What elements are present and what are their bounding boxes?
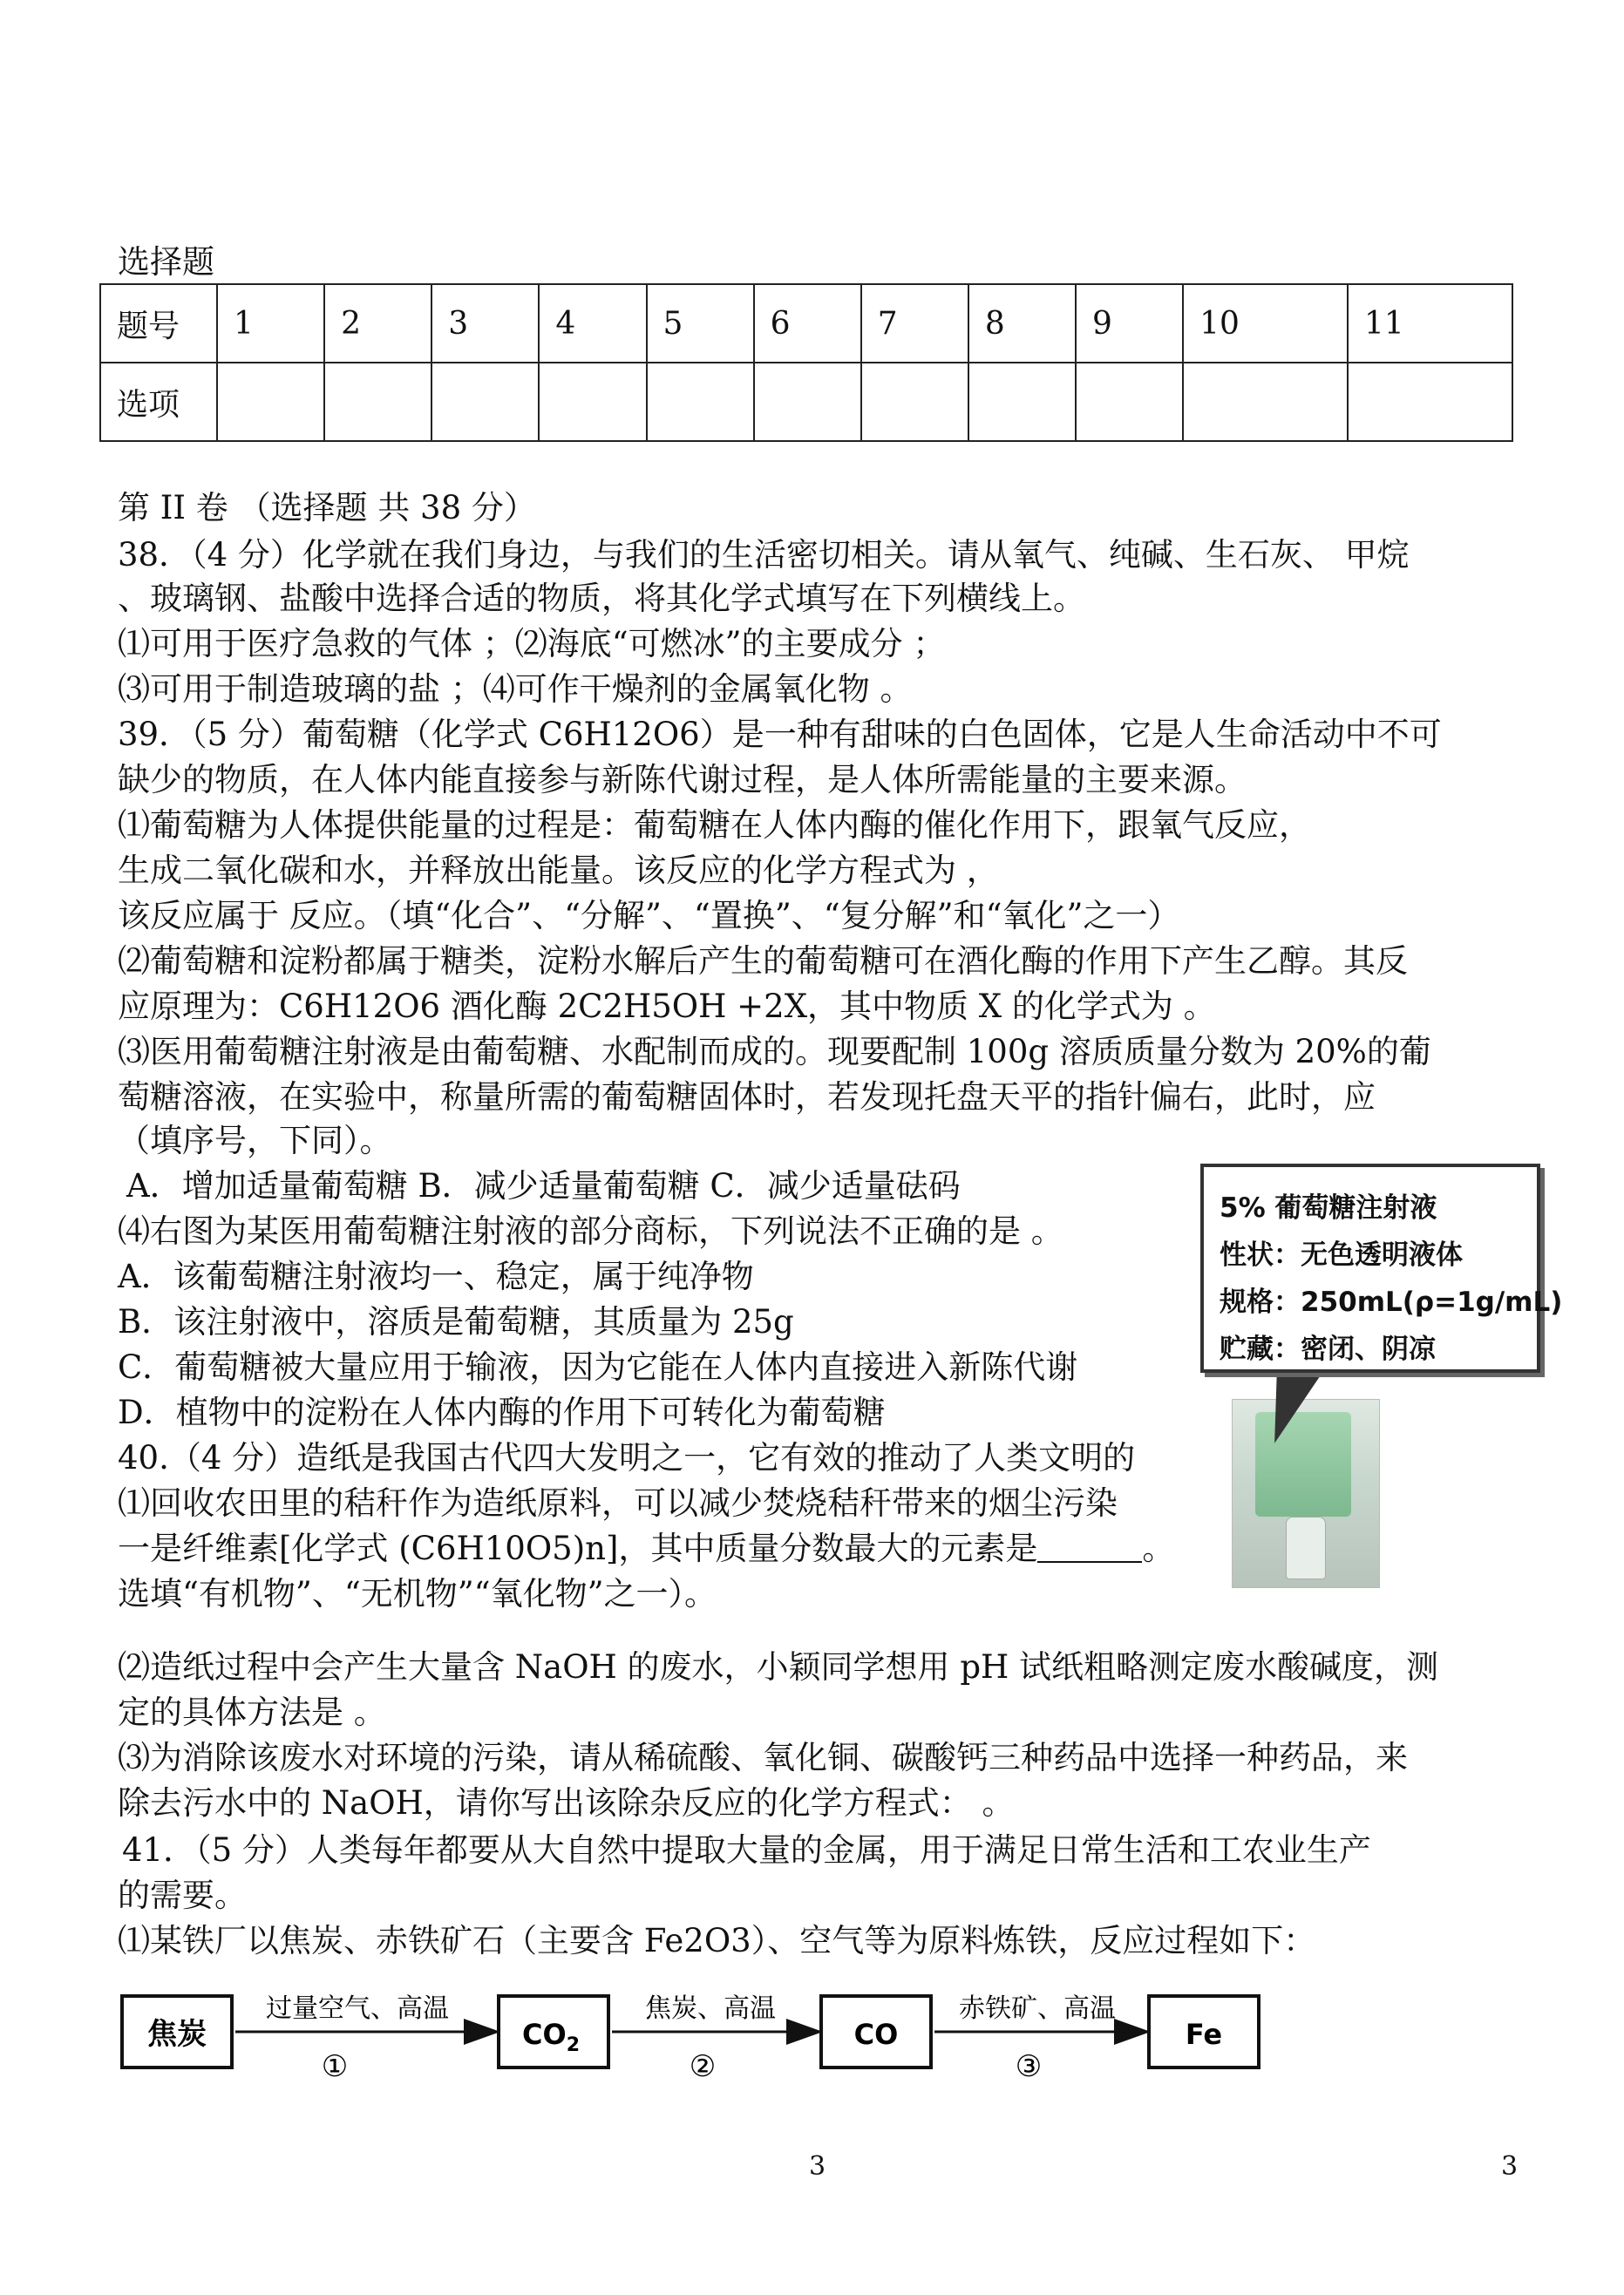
q40-line: ⑴回收农田里的秸秆作为造纸原料，可以减少焚烧秸秆带来的烟尘污染: [118, 1484, 1118, 1522]
q39-line: （填序号，下同）。: [118, 1122, 392, 1159]
q39-line: ⑴葡萄糖为人体提供能量的过程是：葡萄糖在人体内酶的催化作用下，跟氧气反应，: [118, 806, 1311, 844]
flow-box-co-text: CO: [853, 2018, 899, 2051]
q38-line: ⑶可用于制造玻璃的盐 ；⑷可作干燥剂的金属氧化物 。: [118, 670, 913, 708]
label-line: 5% 葡萄糖注射液: [1220, 1192, 1437, 1224]
q41-line: ⑴某铁厂以焦炭、赤铁矿石（主要含 Fe2O3）、空气等为原料炼铁，反应过程如下：: [118, 1922, 1316, 1959]
flow-arrow-2: [612, 1993, 818, 2084]
q39-option-d: D．植物中的淀粉在人体内酶的作用下可转化为葡萄糖: [118, 1394, 886, 1431]
flow-box-coke: [122, 1996, 232, 2068]
answer-cell[interactable]: [861, 363, 968, 441]
answer-blank[interactable]: [1037, 1530, 1142, 1563]
label-line: 贮藏：密闭、阴凉: [1220, 1334, 1436, 1365]
label-line: 规格：250mL(ρ=1g/mL): [1220, 1287, 1563, 1318]
flow-box-coke-text: 焦炭: [147, 2017, 207, 2052]
table-cell: 题号: [100, 284, 217, 363]
table-cell: 5: [647, 284, 754, 363]
q41-line: 41．（5 分）人类每年都要从大自然中提取大量的金属，用于满足日常生活和工农业生产: [122, 1831, 1371, 1869]
table-row: [100, 363, 1512, 441]
q40-line3-text: 一是纤维素[化学式 (C6H10O5)n]，其中质量分数最大的元素是: [118, 1530, 1038, 1567]
q40-line: 40.（4 分）造纸是我国古代四大发明之一，它有效的推动了人类文明的: [118, 1439, 1136, 1477]
page-number-center: 3: [809, 2151, 826, 2182]
answer-cell[interactable]: [217, 363, 324, 441]
q39-line: 萄糖溶液，在实验中，称量所需的葡萄糖固体时，若发现托盘天平的指针偏右，此时，应: [118, 1078, 1376, 1116]
iron-smelting-flow-diagram: [113, 1972, 1281, 2102]
answer-cell[interactable]: [1348, 363, 1512, 441]
flow-box-fe-text: Fe: [1185, 2018, 1223, 2051]
q38-line: 38．（4 分）化学就在我们身边，与我们的生活密切相关。请从氧气、纯碱、生石灰、 甲烷: [118, 536, 1410, 574]
q38-line: ⑴可用于医疗急救的气体 ；⑵海底“可燃冰”的主要成分 ；: [118, 625, 946, 662]
table-cell: 8: [968, 284, 1076, 363]
table-cell: 1: [217, 284, 324, 363]
q39-line: ⑵葡萄糖和淀粉都属于糖类，淀粉水解后产生的葡萄糖可在酒化酶的作用下产生乙醇。其反: [118, 942, 1408, 980]
answer-cell[interactable]: [754, 363, 861, 441]
q39-line: ⑶医用葡萄糖注射液是由葡萄糖、水配制而成的。现要配制 100g 溶质质量分数为 20%的葡: [118, 1033, 1431, 1070]
table-cell: 6: [754, 284, 861, 363]
flow-arrow-1: [235, 1993, 495, 2084]
q39-option-b: B．该注射液中，溶质是葡萄糖，其质量为 25g: [118, 1303, 794, 1341]
answer-table: [99, 283, 1513, 442]
section-title: 选择题: [118, 243, 214, 281]
flow-box-co2-subscript: 2: [566, 2034, 580, 2056]
answer-cell[interactable]: [1183, 363, 1348, 441]
q39-line: 应原理为：C6H12O6 酒化酶 2C2H5OH +2X，其中物质 X 的化学式为 。: [118, 988, 1216, 1025]
q39-option-c: C．葡萄糖被大量应用于输液，因为它能在人体内直接进入新陈代谢: [118, 1348, 1078, 1386]
table-cell: 选项: [100, 363, 217, 441]
q40-line: 除去污水中的 NaOH，请你写出该除杂反应的化学方程式： 。: [118, 1784, 1015, 1822]
q40-line: ⑶为消除该废水对环境的污染，请从稀硫酸、氧化铜、碳酸钙三种药品中选择一种药品，来: [118, 1739, 1408, 1776]
table-cell: 11: [1348, 284, 1512, 363]
flow-box-co: [821, 1996, 931, 2068]
table-row: [100, 284, 1512, 363]
flow-arrow-3: [934, 1993, 1145, 2084]
table-cell: 10: [1183, 284, 1348, 363]
answer-cell[interactable]: [539, 363, 646, 441]
q39-option-a: A．该葡萄糖注射液均一、稳定，属于纯净物: [118, 1258, 754, 1295]
answer-cell[interactable]: [324, 363, 431, 441]
answer-cell[interactable]: [647, 363, 754, 441]
flow-arrow-1-number: ①: [321, 2049, 349, 2084]
part2-header: 第 II 卷 （选择题 共 38 分）: [118, 489, 536, 526]
q40-line3-end: 。: [1142, 1530, 1175, 1567]
flow-arrow-3-label: 赤铁矿、高温: [959, 1993, 1116, 2024]
table-cell: 2: [324, 284, 431, 363]
flow-arrow-2-number: ②: [689, 2049, 717, 2084]
q39-line: 缺少的物质，在人体内能直接参与新陈代谢过程，是人体所需能量的主要来源。: [118, 761, 1247, 798]
q39-line: 生成二氧化碳和水，并释放出能量。该反应的化学方程式为 ，: [118, 852, 999, 889]
q39-line: A．增加适量葡萄糖 B．减少适量葡萄糖 C．减少适量砝码: [126, 1167, 961, 1205]
q40-line: 选填“有机物”、“无机物”“氧化物”之一）。: [118, 1575, 717, 1613]
q40-line: 定的具体方法是 。: [118, 1694, 386, 1731]
q38-line: 、玻璃钢、盐酸中选择合适的物质，将其化学式填写在下列横线上。: [118, 580, 1085, 617]
table-cell: 4: [539, 284, 646, 363]
q39-line: 该反应属于 反应。（填“化合”、“分解”、“置换”、“复分解”和“氧化”之一）: [118, 897, 1180, 934]
glucose-label-callout: [1200, 1164, 1563, 1373]
table-cell: 7: [861, 284, 968, 363]
answer-cell[interactable]: [1076, 363, 1183, 441]
flow-arrow-3-number: ③: [1015, 2049, 1043, 2084]
bag-neck-graphic: [1286, 1517, 1326, 1579]
page-number-right: 3: [1501, 2151, 1519, 2182]
flow-box-co2: [499, 1996, 608, 2068]
flow-arrow-1-label: 过量空气、高温: [266, 1993, 449, 2024]
flow-box-co2-text: CO: [522, 2018, 567, 2051]
q41-line: 的需要。: [118, 1877, 247, 1914]
q39-line: ⑷右图为某医用葡萄糖注射液的部分商标，下列说法不正确的是 。: [118, 1212, 1063, 1250]
q40-line: [118, 1527, 1174, 1571]
table-cell: 9: [1076, 284, 1183, 363]
label-line: 性状：无色透明液体: [1220, 1239, 1463, 1271]
flow-box-fe: [1149, 1996, 1259, 2068]
answer-cell[interactable]: [431, 363, 539, 441]
q39-line: 39．（5 分）葡萄糖（化学式 C6H12O6）是一种有甜味的白色固体，它是人生命活动中不可: [118, 716, 1442, 753]
q40-line: ⑵造纸过程中会产生大量含 NaOH 的废水，小颖同学想用 pH 试纸粗略测定废水酸碱度，测: [118, 1648, 1439, 1686]
answer-cell[interactable]: [968, 363, 1076, 441]
flow-arrow-2-label: 焦炭、高温: [645, 1993, 776, 2024]
table-cell: 3: [431, 284, 539, 363]
